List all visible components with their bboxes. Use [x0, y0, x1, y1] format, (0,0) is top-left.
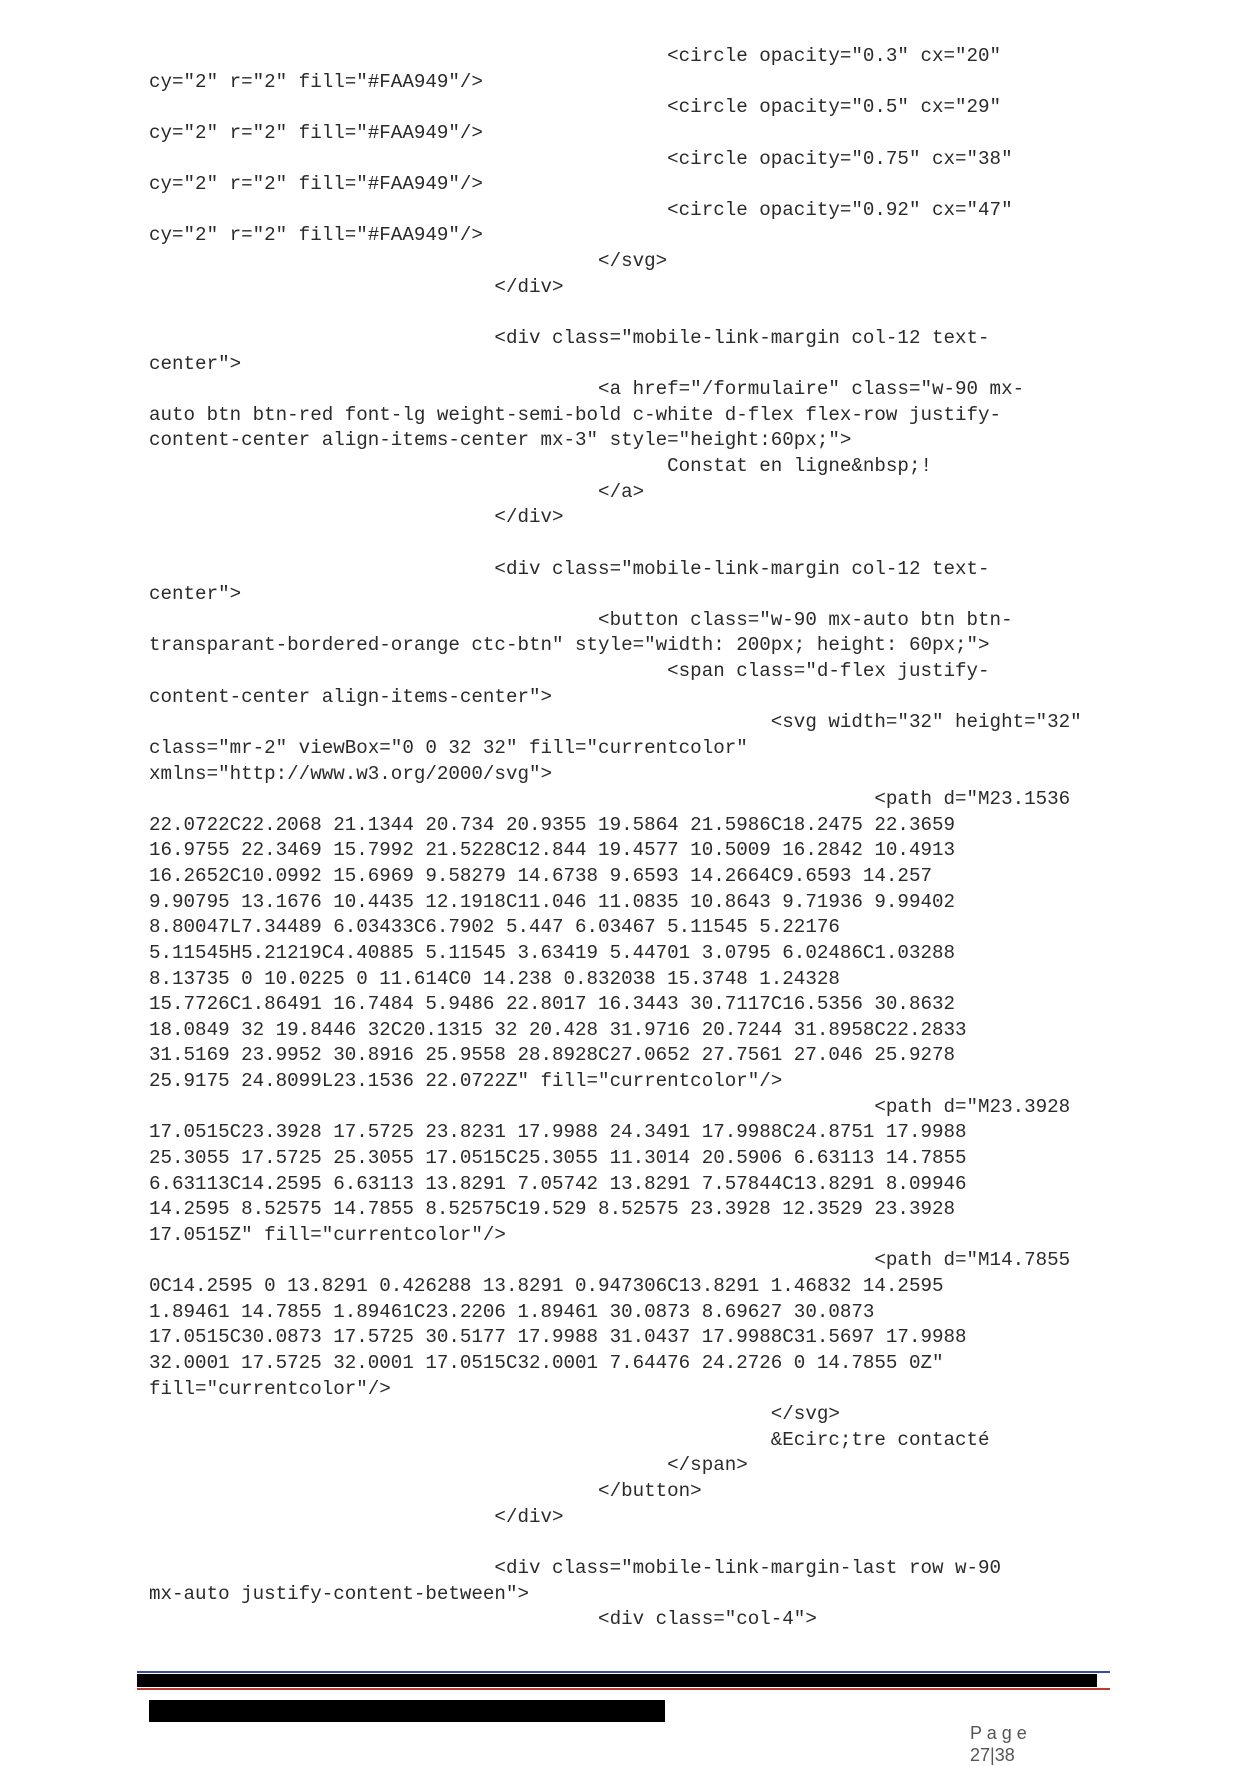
code-line: <circle opacity="0.3" cx="20" [149, 45, 1002, 67]
code-line: </a> [149, 480, 645, 503]
code-line: <path d="M14.7855 [149, 1249, 1071, 1272]
page-current: 27 [970, 1745, 991, 1765]
code-line: cy="2" r="2" fill="#FAA949"/> [149, 121, 483, 144]
code-line: <div class="mobile-link-margin-last row w-90 [149, 1556, 1002, 1579]
code-line: 9.90795 13.1676 10.4435 12.1918C11.046 11.0835 10.8643 9.71936 9.99402 [149, 890, 956, 913]
code-line: <circle opacity="0.75" cx="38" [149, 147, 1013, 170]
code-line: cy="2" r="2" fill="#FAA949"/> [149, 70, 483, 93]
code-line: <path d="M23.1536 [149, 788, 1071, 811]
code-line: </div> [149, 506, 564, 529]
code-line: 14.2595 8.52575 14.7855 8.52575C19.529 8.52575 23.3928 12.3529 23.3928 [149, 1198, 956, 1221]
code-line: xmlns="http://www.w3.org/2000/svg"> [149, 762, 553, 785]
code-line: <path d="M23.3928 [149, 1095, 1071, 1118]
code-line: auto btn btn-red font-lg weight-semi-bold c-white d-flex flex-row justify- [149, 403, 1002, 426]
code-line: 8.80047L7.34489 6.03433C6.7902 5.447 6.03467 5.11545 5.22176 [149, 916, 840, 939]
code-line: <svg width="32" height="32" [149, 711, 1082, 734]
code-line: 31.5169 23.9952 30.8916 25.9558 28.8928C27.0652 27.7561 27.046 25.9278 [149, 1044, 956, 1067]
code-line: mx-auto justify-content-between"> [149, 1582, 529, 1605]
code-line: 22.0722C22.2068 21.1344 20.734 20.9355 19.5864 21.5986C18.2475 22.3659 [149, 813, 956, 836]
code-line: <div class="mobile-link-margin col-12 text- [149, 326, 990, 349]
code-line: 17.0515Z" fill="currentcolor"/> [149, 1223, 506, 1246]
code-line: 17.0515C30.0873 17.5725 30.5177 17.9988 31.0437 17.9988C31.5697 17.9988 [149, 1326, 967, 1349]
code-line: 5.11545H5.21219C4.40885 5.11545 3.63419 5.44701 3.0795 6.02486C1.03288 [149, 941, 956, 964]
footer-redaction-block [149, 1700, 665, 1722]
code-line: </svg> [149, 1403, 840, 1426]
code-line: <button class="w-90 mx-auto btn btn- [149, 608, 1013, 631]
code-line: <div class="mobile-link-margin col-12 text- [149, 557, 990, 580]
code-line: 8.13735 0 10.0225 0 11.614C0 14.238 0.832038 15.3748 1.24328 [149, 967, 840, 990]
code-listing [149, 44, 1089, 1633]
footer-blue-rule [137, 1671, 1110, 1673]
footer-red-rule [137, 1688, 1110, 1690]
code-line: fill="currentcolor"/> [149, 1377, 391, 1400]
code-line [149, 1530, 1089, 1556]
page-label: P a g e [970, 1723, 1027, 1743]
code-line: </svg> [149, 250, 668, 272]
code-line: 32.0001 17.5725 32.0001 17.0515C32.0001 7.64476 24.2726 0 14.7855 0Z" [149, 1351, 944, 1374]
code-line: 1.89461 14.7855 1.89461C23.2206 1.89461 30.0873 8.69627 30.0873 [149, 1300, 875, 1323]
code-line: <div class="col-4"> [149, 1608, 817, 1631]
code-line: </div> [149, 275, 564, 298]
code-line: 17.0515C23.3928 17.5725 23.8231 17.9988 24.3491 17.9988C24.8751 17.9988 [149, 1121, 967, 1144]
code-line: 16.9755 22.3469 15.7992 21.5228C12.844 19.4577 10.5009 16.2842 10.4913 [149, 839, 956, 862]
code-line: transparant-bordered-orange ctc-btn" style="width: 200px; height: 60px;"> [149, 634, 990, 657]
code-line: cy="2" r="2" fill="#FAA949"/> [149, 224, 483, 247]
code-line: class="mr-2" viewBox="0 0 32 32" fill="currentcolor" [149, 736, 748, 759]
code-line: </button> [149, 1480, 702, 1502]
page-total: 38 [994, 1745, 1015, 1765]
code-line: 25.9175 24.8099L23.1536 22.0722Z" fill="currentcolor"/> [149, 1070, 783, 1092]
code-line: <circle opacity="0.92" cx="47" [149, 198, 1013, 221]
code-line: cy="2" r="2" fill="#FAA949"/> [149, 173, 483, 196]
code-line: 16.2652C10.0992 15.6969 9.58279 14.6738 9.6593 14.2664C9.6593 14.257 [149, 865, 932, 887]
code-line: 15.7726C1.86491 16.7484 5.9486 22.8017 16.3443 30.7117C16.5356 30.8632 [149, 993, 956, 1016]
code-line: 6.63113C14.2595 6.63113 13.8291 7.05742 13.8291 7.57844C13.8291 8.09946 [149, 1172, 967, 1195]
code-line: <span class="d-flex justify- [149, 660, 990, 682]
code-line: 18.0849 32 19.8446 32C20.1315 32 20.428 31.9716 20.7244 31.8958C22.2833 [149, 1018, 967, 1041]
code-line: </div> [149, 1505, 564, 1528]
code-line: <circle opacity="0.5" cx="29" [149, 96, 1002, 119]
code-line: content-center align-items-center"> [149, 685, 553, 708]
page-number [960, 1700, 1100, 1766]
code-line: </span> [149, 1454, 748, 1477]
code-line: 0C14.2595 0 13.8291 0.426288 13.8291 0.947306C13.8291 1.46832 14.2595 [149, 1275, 944, 1297]
footer-redaction-bar [137, 1674, 1097, 1687]
code-line: 25.3055 17.5725 25.3055 17.0515C25.3055 11.3014 20.5906 6.63113 14.7855 [149, 1146, 967, 1169]
code-line: Constat en ligne&nbsp;! [149, 455, 932, 477]
code-line: &Ecirc;tre contacté [149, 1428, 990, 1451]
code-line [149, 531, 1089, 557]
code-line: <a href="/formulaire" class="w-90 mx- [149, 378, 1025, 401]
code-line [149, 300, 1089, 326]
code-line: center"> [149, 583, 242, 606]
page-separator: | [990, 1745, 995, 1765]
code-line: center"> [149, 352, 242, 375]
code-line: content-center align-items-center mx-3" style="height:60px;"> [149, 429, 852, 452]
